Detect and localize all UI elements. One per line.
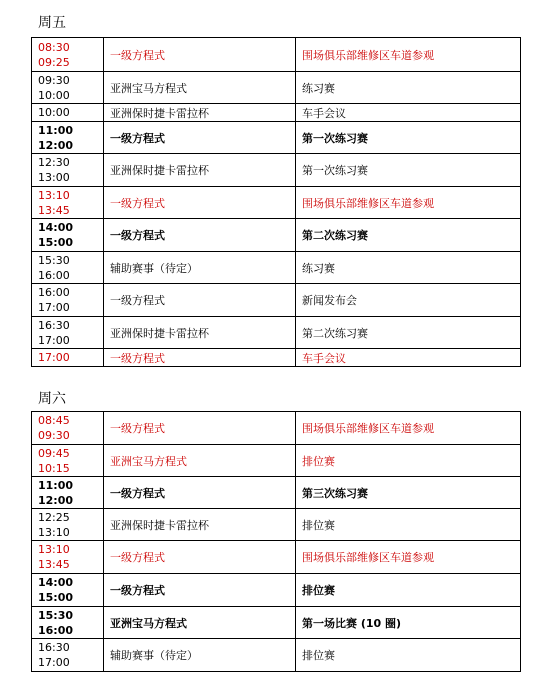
time-cell [32, 317, 104, 349]
end-time: 10:00 [38, 88, 70, 102]
description-cell: 排位赛 [296, 639, 521, 672]
time-cell [32, 607, 104, 639]
schedule-row [32, 639, 521, 672]
end-time: 12:00 [38, 138, 74, 152]
schedule-row [32, 445, 521, 477]
start-time: 15:30 [38, 253, 70, 267]
start-time: 09:30 [38, 73, 70, 87]
end-time: 17:00 [38, 656, 70, 669]
end-time: 16:00 [38, 268, 70, 282]
event-cell: 一级方程式 [104, 284, 296, 317]
schedule-row [32, 317, 521, 349]
event-cell: 亚洲宝马方程式 [104, 607, 296, 639]
time-cell [32, 154, 104, 187]
end-time: 17:00 [38, 333, 70, 347]
description-cell: 车手会议 [296, 104, 521, 122]
end-time: 13:10 [38, 525, 70, 539]
event-cell: 一级方程式 [104, 541, 296, 574]
end-time: 15:00 [38, 236, 74, 249]
description-cell: 练习赛 [296, 252, 521, 284]
start-time: 16:30 [38, 318, 70, 332]
description-cell: 围场俱乐部维修区车道参观 [296, 541, 521, 574]
schedule-row [32, 154, 521, 187]
schedule-row [32, 219, 521, 252]
event-cell: 一级方程式 [104, 187, 296, 219]
description-cell: 排位赛 [296, 574, 521, 607]
start-time: 10:00 [38, 106, 70, 119]
start-time: 09:45 [38, 446, 70, 460]
end-time: 13:00 [38, 171, 70, 184]
event-cell: 亚洲保时捷卡雷拉杯 [104, 317, 296, 349]
time-cell [32, 509, 104, 541]
schedule-table-friday [31, 37, 521, 367]
start-time: 08:30 [38, 40, 70, 54]
start-time: 12:30 [38, 156, 70, 169]
description-cell: 围场俱乐部维修区车道参观 [296, 187, 521, 219]
time-cell [32, 477, 104, 509]
event-cell: 一级方程式 [104, 477, 296, 509]
start-time: 16:30 [38, 641, 70, 654]
schedule-row [32, 541, 521, 574]
start-time: 16:00 [38, 286, 70, 299]
description-cell: 第一次练习赛 [296, 154, 521, 187]
time-cell [32, 574, 104, 607]
schedule-row [32, 477, 521, 509]
description-cell: 第一场比赛 (10 圈) [296, 607, 521, 639]
description-cell: 围场俱乐部维修区车道参观 [296, 38, 521, 72]
event-cell: 一级方程式 [104, 349, 296, 367]
description-cell: 第二次练习赛 [296, 219, 521, 252]
start-time: 12:25 [38, 510, 70, 524]
start-time: 13:10 [38, 188, 70, 202]
description-cell: 第三次练习赛 [296, 477, 521, 509]
end-time: 09:30 [38, 429, 70, 442]
start-time: 13:10 [38, 543, 70, 556]
description-cell: 第一次练习赛 [296, 122, 521, 154]
end-time: 12:00 [38, 493, 74, 507]
time-cell [32, 38, 104, 72]
schedule-row [32, 104, 521, 122]
description-cell: 练习赛 [296, 72, 521, 104]
description-cell: 排位赛 [296, 509, 521, 541]
end-time: 09:25 [38, 55, 70, 69]
time-cell [32, 219, 104, 252]
day-title-friday: 周五 [38, 15, 66, 31]
end-time: 17:00 [38, 301, 70, 314]
time-cell [32, 412, 104, 445]
end-time: 13:45 [38, 203, 70, 217]
event-cell: 一级方程式 [104, 574, 296, 607]
time-cell [32, 639, 104, 672]
schedule-row [32, 187, 521, 219]
start-time: 08:45 [38, 414, 70, 427]
end-time: 13:45 [38, 558, 70, 571]
schedule-row [32, 284, 521, 317]
event-cell: 亚洲宝马方程式 [104, 72, 296, 104]
schedule-row [32, 72, 521, 104]
time-cell [32, 187, 104, 219]
start-time: 15:30 [38, 608, 74, 622]
schedule-table-saturday [31, 411, 521, 672]
schedule-row [32, 607, 521, 639]
end-time: 16:00 [38, 623, 74, 637]
event-cell: 亚洲保时捷卡雷拉杯 [104, 104, 296, 122]
event-cell: 辅助赛事（待定） [104, 639, 296, 672]
schedule-row [32, 252, 521, 284]
event-cell: 亚洲保时捷卡雷拉杯 [104, 509, 296, 541]
event-cell: 一级方程式 [104, 38, 296, 72]
time-cell [32, 541, 104, 574]
description-cell: 排位赛 [296, 445, 521, 477]
end-time: 10:15 [38, 461, 70, 475]
start-time: 17:00 [38, 351, 70, 364]
event-cell: 一级方程式 [104, 122, 296, 154]
day-title-saturday: 周六 [38, 391, 66, 407]
event-cell: 亚洲保时捷卡雷拉杯 [104, 154, 296, 187]
start-time: 14:00 [38, 576, 74, 589]
schedule-row [32, 122, 521, 154]
schedule-row [32, 38, 521, 72]
description-cell: 车手会议 [296, 349, 521, 367]
description-cell: 围场俱乐部维修区车道参观 [296, 412, 521, 445]
time-cell [32, 445, 104, 477]
schedule-row [32, 412, 521, 445]
time-cell [32, 122, 104, 154]
description-cell: 第二次练习赛 [296, 317, 521, 349]
time-cell [32, 284, 104, 317]
event-cell: 一级方程式 [104, 219, 296, 252]
description-cell: 新闻发布会 [296, 284, 521, 317]
start-time: 11:00 [38, 478, 74, 492]
event-cell: 辅助赛事（待定） [104, 252, 296, 284]
time-cell [32, 349, 104, 367]
end-time: 15:00 [38, 591, 74, 604]
schedule-row [32, 509, 521, 541]
time-cell [32, 72, 104, 104]
schedule-row [32, 349, 521, 367]
event-cell: 一级方程式 [104, 412, 296, 445]
time-cell [32, 252, 104, 284]
event-cell: 亚洲宝马方程式 [104, 445, 296, 477]
start-time: 14:00 [38, 221, 74, 234]
start-time: 11:00 [38, 123, 74, 137]
time-cell [32, 104, 104, 122]
schedule-row [32, 574, 521, 607]
